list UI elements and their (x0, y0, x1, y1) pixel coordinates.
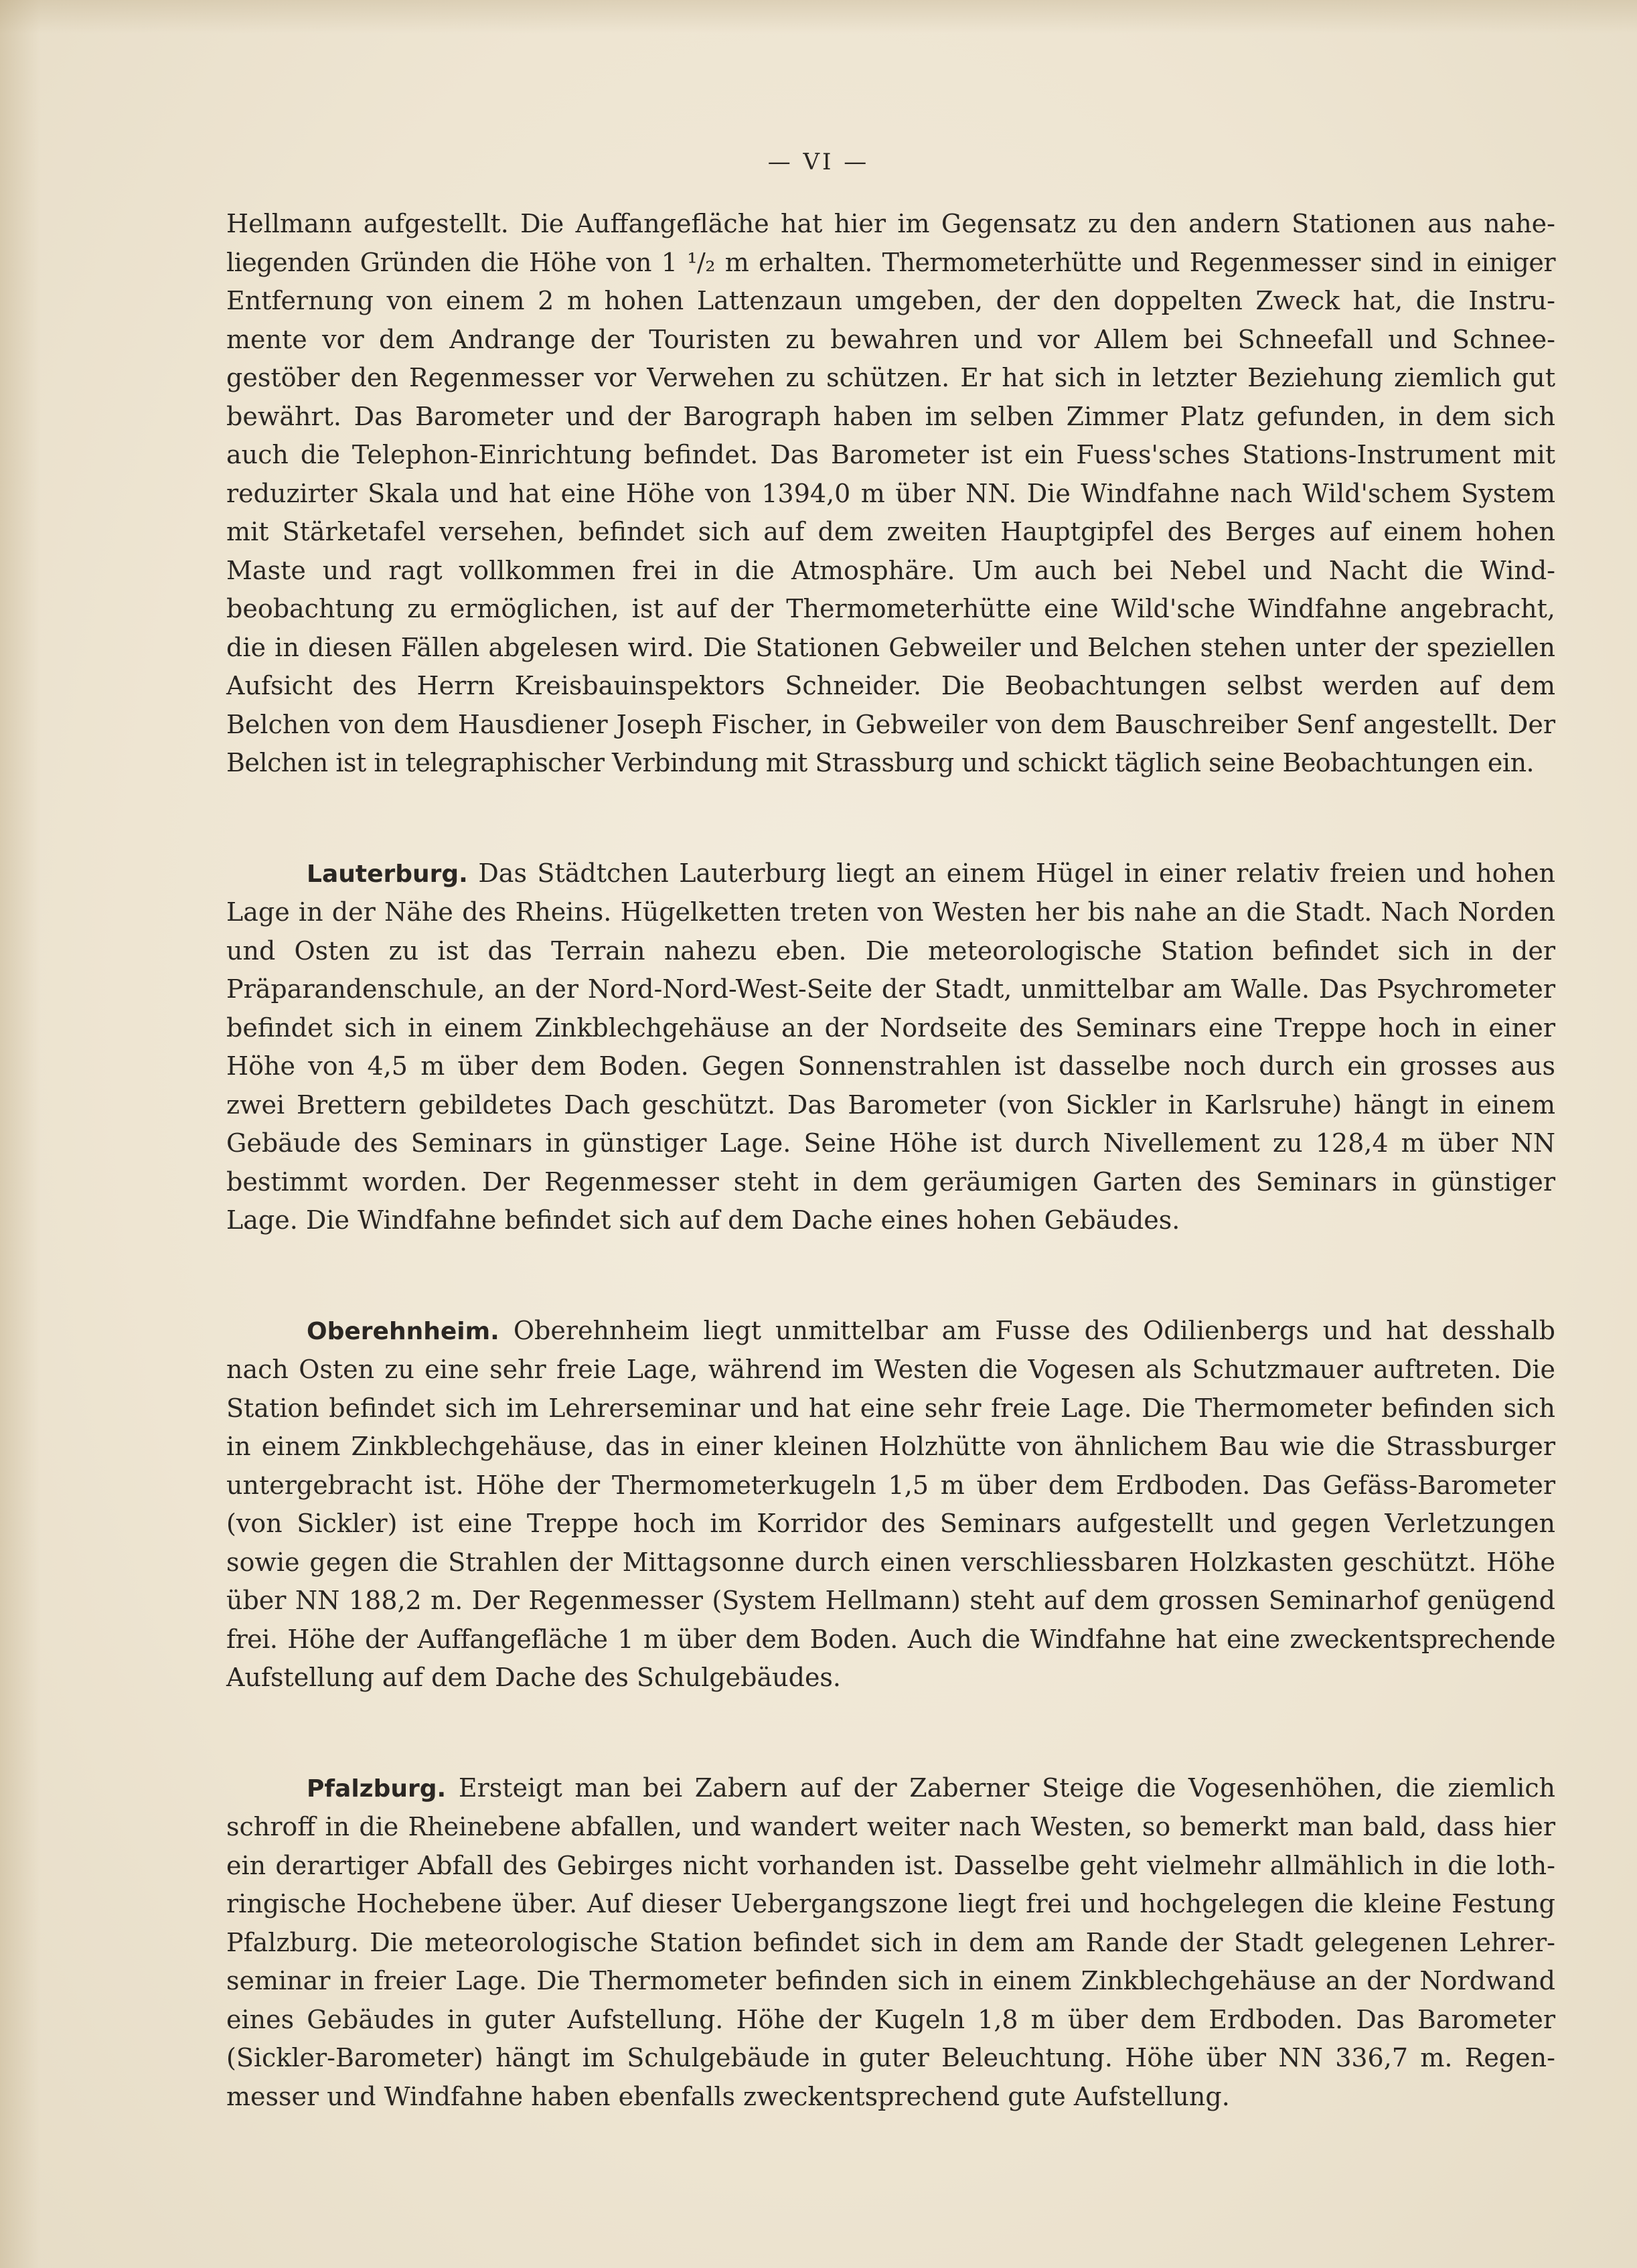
text-line (226, 1163, 1555, 1202)
line-text: ringische Hochebene über. Auf dieser Uebergangszone liegt frei und hochgelegen die kleine Festung (226, 1889, 1555, 1918)
line-text: Präparandenschule, an der Nord-Nord-West-Seite der Stadt, unmittelbar am Walle. Das Psychrometer (226, 974, 1555, 1004)
text-line (226, 1124, 1555, 1163)
text-line (226, 282, 1555, 321)
page-number: — VI — (767, 149, 870, 175)
text-line (226, 1312, 1555, 1351)
line-text: Lage. Die Windfahne befindet sich auf dem Dache eines hohen Gebäudes. (226, 1205, 1180, 1235)
line-text: über NN 188,2 m. Der Regenmesser (System Hellmann) steht auf dem grossen Seminarhof genügend (226, 1586, 1555, 1615)
line-text: beobachtung zu ermöglichen, ist auf der Thermometerhütte eine Wild'sche Windfahne angebracht, (226, 594, 1555, 623)
line-text: bestimmt worden. Der Regenmesser steht in dem geräumigen Garten des Seminars in günstiger (226, 1166, 1555, 1197)
line-text: nach Osten zu eine sehr freie Lage, während im Westen die Vogesen als Schutzmauer auftreten. Die (226, 1355, 1555, 1384)
text-line (226, 1885, 1555, 1924)
line-text: Höhe von 4,5 m über dem Boden. Gegen Sonnenstrahlen ist dasselbe noch durch ein grosses aus (226, 1051, 1555, 1081)
line-text: zwei Brettern gebildetes Dach geschützt. Das Barometer (von Sickler in Karlsruhe) hängt in einem (226, 1089, 1555, 1120)
text-line (226, 1962, 1555, 2001)
text-line (226, 1086, 1555, 1125)
text-line (226, 475, 1555, 514)
line-text: Station befindet sich im Lehrerseminar und hat eine sehr freie Lage. Die Thermometer befinden sich (226, 1393, 1555, 1423)
line-text: eines Gebäudes in guter Aufstellung. Höhe der Kugeln 1,8 m über dem Erdboden. Das Barometer (226, 2004, 1555, 2034)
text-line (226, 706, 1555, 745)
text-line (226, 1543, 1555, 1582)
text-line (226, 513, 1555, 552)
text-line (226, 744, 1555, 783)
paragraph-gap (226, 1697, 1555, 1769)
text-line (226, 359, 1555, 398)
text-line (226, 1389, 1555, 1428)
text-line (226, 1582, 1555, 1620)
body-text (226, 205, 1555, 2116)
text-line (226, 1466, 1555, 1505)
station-heading: Oberehnheim. (307, 1317, 499, 1345)
text-line (226, 854, 1555, 894)
text-line (226, 932, 1555, 971)
text-line (226, 1351, 1555, 1389)
line-text: und Osten zu ist das Terrain nahezu eben. Die meteorologische Station befindet sich in der (226, 935, 1555, 966)
text-line (226, 1047, 1555, 1086)
text-line (226, 1009, 1555, 1048)
text-line (226, 590, 1555, 629)
text-line (226, 436, 1555, 475)
line-text: sowie gegen die Strahlen der Mittagsonne durch einen verschliessbaren Holzkasten geschützt. Höhe (226, 1547, 1555, 1577)
text-line (226, 1769, 1555, 1809)
text-line (226, 1847, 1555, 1886)
paragraph-gap (226, 783, 1555, 854)
line-text: befindet sich in einem Zinkblechgehäuse an der Nordseite des Seminars eine Treppe hoch in einer (226, 1012, 1555, 1043)
line-text: schroff in die Rheinebene abfallen, und wandert weiter nach Westen, so bemerkt man bald, dass hier (226, 1812, 1555, 1841)
line-text: messer und Windfahne haben ebenfalls zweckentsprechend gute Aufstellung. (226, 2081, 1230, 2111)
text-line (226, 667, 1555, 706)
text-line (226, 629, 1555, 668)
page-edge-shadow-left (0, 0, 40, 2268)
station-heading: Lauterburg. (307, 860, 468, 888)
line-text: Entfernung von einem 2 m hohen Lattenzaun umgeben, der den doppelten Zweck hat, die Instru- (226, 286, 1555, 315)
line-text: Ersteigt man bei Zabern auf der Zaberner Steige die Vogesenhöhen, die ziemlich (446, 1772, 1555, 1803)
line-text: Belchen von dem Hausdiener Joseph Fischer, in Gebweiler von dem Bauschreiber Senf angestellt. Der (226, 709, 1555, 739)
line-text: (von Sickler) ist eine Treppe hoch im Korridor des Seminars aufgestellt und gegen Verletzungen (226, 1509, 1555, 1538)
paragraph (226, 1312, 1555, 1697)
text-line (226, 2078, 1555, 2117)
text-line (226, 205, 1555, 244)
paragraph (226, 205, 1555, 783)
line-text: (Sickler-Barometer) hängt im Schulgebäude in guter Beleuchtung. Höhe über NN 336,7 m. Regen- (226, 2043, 1555, 2072)
line-text: liegenden Gründen die Höhe von 1 ¹/₂ m erhalten. Thermometerhütte und Regenmesser sind in einiger (226, 247, 1555, 277)
line-text: Oberehnheim liegt unmittelbar am Fusse des Odilienbergs und hat desshalb (499, 1315, 1555, 1345)
line-text: bewährt. Das Barometer und der Barograph haben im selben Zimmer Platz gefunden, in dem sich (226, 401, 1555, 431)
text-line (226, 970, 1555, 1009)
line-text: seminar in freier Lage. Die Thermometer befinden sich in einem Zinkblechgehäuse an der Nordwand (226, 1966, 1555, 1995)
text-line (226, 244, 1555, 283)
text-line (226, 398, 1555, 437)
page-edge-shadow-top (0, 0, 1637, 33)
line-text: auch die Telephon-Einrichtung befindet. Das Barometer ist ein Fuess'sches Stations-Instrument mit (226, 440, 1555, 469)
text-line (226, 2039, 1555, 2078)
line-text: Das Städtchen Lauterburg liegt an einem Hügel in einer relativ freien und hohen (467, 858, 1555, 888)
line-text: Gebäude des Seminars in günstiger Lage. Seine Höhe ist durch Nivellement zu 128,4 m über NN (226, 1128, 1555, 1158)
line-text: untergebracht ist. Höhe der Thermometerkugeln 1,5 m über dem Erdboden. Das Gefäss-Barometer (226, 1470, 1555, 1500)
text-line (226, 893, 1555, 932)
line-text: mente vor dem Andrange der Touristen zu bewahren und vor Allem bei Schneefall und Schnee- (226, 324, 1555, 354)
line-text: Aufsicht des Herrn Kreisbauinspektors Schneider. Die Beobachtungen selbst werden auf dem (226, 671, 1555, 700)
text-line (226, 1620, 1555, 1659)
line-text: Aufstellung auf dem Dache des Schulgebäudes. (226, 1663, 842, 1692)
text-line (226, 321, 1555, 360)
line-text: Belchen ist in telegraphischer Verbindung mit Strassburg und schickt täglich seine Beobachtungen ein. (226, 748, 1535, 777)
line-text: ein derartiger Abfall des Gebirges nicht vorhanden ist. Dasselbe geht vielmehr allmählich in die loth- (226, 1850, 1555, 1880)
text-line (226, 1659, 1555, 1697)
text-line (226, 1924, 1555, 1963)
line-text: Pfalzburg. Die meteorologische Station befindet sich in dem am Rande der Stadt gelegenen Lehrer- (226, 1927, 1555, 1957)
text-line (226, 1808, 1555, 1847)
text-line (226, 1505, 1555, 1543)
text-line (226, 2001, 1555, 2040)
line-text: Lage in der Nähe des Rheins. Hügelketten treten von Westen her bis nahe an die Stadt. Nach Norden (226, 897, 1555, 927)
paragraph (226, 1769, 1555, 2117)
line-text: in einem Zinkblechgehäuse, das in einer kleinen Holzhütte von ähnlichem Bau wie die Strassburger (226, 1432, 1555, 1461)
line-text: die in diesen Fällen abgelesen wird. Die Stationen Gebweiler und Belchen stehen unter der speziellen (226, 632, 1555, 662)
text-line (226, 1428, 1555, 1466)
line-text: frei. Höhe der Auffangefläche 1 m über dem Boden. Auch die Windfahne hat eine zweckentsprechende (226, 1624, 1555, 1654)
paragraph-gap (226, 1240, 1555, 1312)
line-text: Hellmann aufgestellt. Die Auffangefläche hat hier im Gegensatz zu den andern Stationen aus nahe- (226, 209, 1555, 238)
paragraph (226, 854, 1555, 1240)
line-text: reduzirter Skala und hat eine Höhe von 1394,0 m über NN. Die Windfahne nach Wild'schem System (226, 478, 1555, 508)
station-heading: Pfalzburg. (307, 1774, 447, 1803)
text-line (226, 552, 1555, 591)
line-text: Maste und ragt vollkommen frei in die Atmosphäre. Um auch bei Nebel und Nacht die Wind- (226, 555, 1555, 585)
line-text: gestöber den Regenmesser vor Verwehen zu schützen. Er hat sich in letzter Beziehung ziemlich gut (226, 363, 1555, 392)
text-line (226, 1201, 1555, 1240)
line-text: mit Stärketafel versehen, befindet sich auf dem zweiten Hauptgipfel des Berges auf einem hohen (226, 517, 1555, 546)
